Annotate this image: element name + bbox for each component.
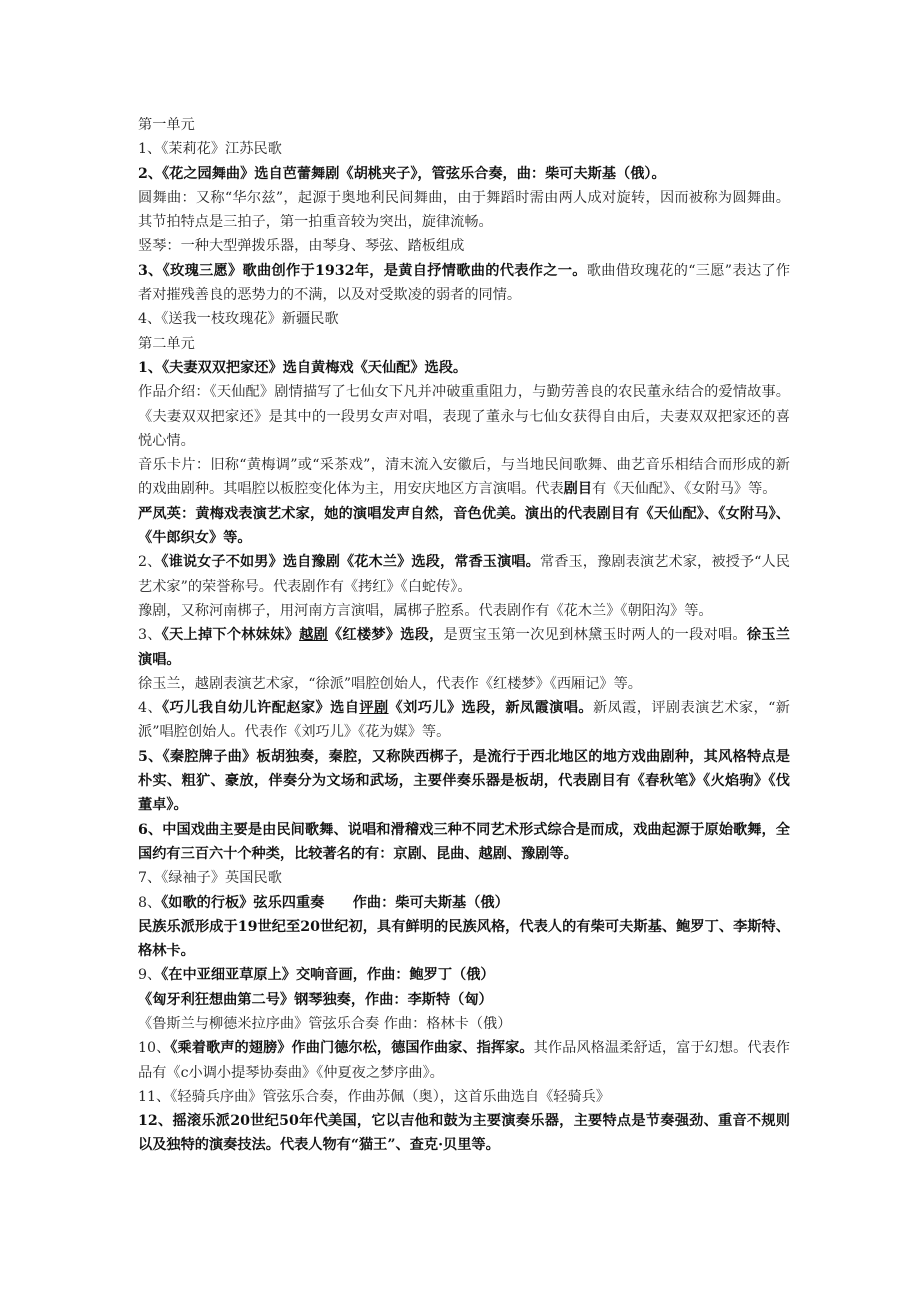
text-segment: 徐玉兰演唱。 xyxy=(138,627,790,668)
text-segment: 越剧 xyxy=(299,627,328,644)
text-line xyxy=(138,259,790,308)
text-segment: 10、 xyxy=(138,1040,171,1057)
text-segment: 音乐卡片：旧称“黄梅调”或“采茶戏”，清末流入安徽后，与当地民间歌舞、曲艺音乐相结合而形成的新的戏曲剧种。其唱腔以板腔变化体为主，用安庆地区方言演唱。代表 xyxy=(138,457,790,498)
text-segment: 3、《玫瑰三愿》歌曲创作于1932年，是黄自抒情歌曲的代表作之一。 xyxy=(138,262,587,279)
text-segment: 有《天仙配》、《女附马》等。 xyxy=(592,481,777,498)
text-segment: 歌曲借玫瑰花的“三愿”表达了作者对摧残善良的恶势力的不满，以及对受欺凌的弱者的同情。 xyxy=(138,262,791,304)
text-line: 豫剧，又称河南梆子，用河南方言演唱，属梆子腔系。代表剧作有《花木兰》《朝阳沟》等。 xyxy=(138,602,713,619)
text-line: 第二单元 xyxy=(138,335,195,352)
text-segment: 《乘着歌声的翅膀》作曲门德尔松，德国作曲家、指挥家。 xyxy=(170,1040,534,1057)
text-segment: 《刘巧儿》选段，新凤霞演唱。 xyxy=(388,700,593,717)
text-line: 12、摇滚乐派20世纪50年代美国，它以吉他和鼓为主要演奏乐器，主要特点是节奏强劲、重音不规则以及独特的演奏技法。代表人物有“猫王”、查克·贝里等。 xyxy=(138,1113,790,1154)
text-line: 7、《绿袖子》英国民歌 xyxy=(138,870,282,887)
text-line xyxy=(138,453,790,502)
text-segment: 剧目 xyxy=(563,481,593,498)
text-line: 严凤英：黄梅戏表演艺术家，她的演唱发声自然，音色优美。演出的代表剧目有《天仙配》、《女附马》、《牛郎织女》等。 xyxy=(138,505,790,547)
text-segment: 《如歌的行板》弦乐四重奏 作曲：柴可夫斯基（俄） xyxy=(161,894,509,911)
text-segment: 《巧儿我自幼儿许配赵家》选自 xyxy=(162,700,360,717)
text-line xyxy=(138,891,790,915)
text-line: 1、《茉莉花》江苏民歌 xyxy=(138,141,282,158)
text-line xyxy=(138,696,790,745)
text-segment: 常香玉，豫剧表演艺术家，被授予“人民艺术家”的荣誉称号。代表剧作有《拷红》《白蛇传》。 xyxy=(138,554,790,595)
text-segment: 8、 xyxy=(138,894,162,911)
text-segment: 评剧 xyxy=(359,700,389,717)
text-line: 4、《送我一枝玫瑰花》新疆民歌 xyxy=(138,311,339,328)
text-line: 5、《秦腔牌子曲》板胡独奏，秦腔，又称陕西梆子，是流行于西北地区的地方戏曲剧种，其风格特点是朴实、粗犷、豪放，伴奏分为文场和武场，主要伴奏乐器是板胡，代表剧目有《春秋笔》《火焰驹》《伐董卓》。 xyxy=(138,748,790,814)
text-line xyxy=(138,1036,790,1085)
text-line xyxy=(138,963,790,987)
text-segment: 其作品风格温柔舒适，富于幻想。代表作品有《c小调小提琴协奏曲》《仲夏夜之梦序曲》。 xyxy=(138,1040,790,1081)
text-line: 圆舞曲：又称“华尔兹”，起源于奥地利民间舞曲，由于舞蹈时需由两人成对旋转，因而被称为圆舞曲。其节拍特点是三拍子，第一拍重音较为突出，旋律流畅。 xyxy=(138,189,790,231)
text-line: 《鲁斯兰与柳德米拉序曲》管弦乐合奏 作曲：格林卡（俄） xyxy=(138,1015,512,1032)
text-line: 民族乐派形成于19世纪至20世纪初，具有鲜明的民族风格，代表人的有柴可夫斯基、鲍罗丁、李斯特、格林卡。 xyxy=(138,918,790,960)
text-line: 第一单元 xyxy=(138,117,195,133)
text-segment: 《红楼梦》选段， xyxy=(327,627,444,644)
text-line: 1、《夫妻双双把家还》选自黄梅戏《天仙配》选段。 xyxy=(138,359,468,376)
text-line: 6、中国戏曲主要是由民间歌舞、说唱和滑稽戏三种不同艺术形式综合是而成，戏曲起源于原始歌舞，全国约有三百六十个种类，比较著名的有：京剧、昆曲、越剧、豫剧等。 xyxy=(138,821,790,862)
text-segment: 《天上掉下个林妹妹》 xyxy=(161,627,300,644)
text-line: 2、《花之园舞曲》选自芭蕾舞剧《胡桃夹子》，管弦乐合奏，曲：柴可夫斯基（俄）。 xyxy=(138,165,666,182)
text-segment: 新凤霞，评剧表演艺术家，“新派”唱腔创始人。代表作《刘巧儿》《花为媒》等。 xyxy=(138,700,790,741)
text-line: 竖琴：一种大型弹拨乐器，由琴身、琴弦、踏板组成 xyxy=(138,238,465,255)
text-segment: 《在中亚细亚草原上》交响音画，作曲：鲍罗丁（俄） xyxy=(161,967,495,984)
text-segment: 3、 xyxy=(138,627,162,644)
text-segment: 4、 xyxy=(138,700,163,717)
text-segment: 2、 xyxy=(138,554,162,571)
text-line: 徐玉兰，越剧表演艺术家，“徐派”唱腔创始人，代表作《红楼梦》《西厢记》等。 xyxy=(138,675,642,692)
text-line xyxy=(138,550,790,599)
text-line: 11、《轻骑兵序曲》管弦乐合奏，作曲苏佩（奥），这首乐曲选自《轻骑兵》 xyxy=(138,1088,611,1105)
text-line: 作品介绍：《天仙配》剧情描写了七仙女下凡并冲破重重阻力，与勤劳善良的农民董永结合的爱情故事。《夫妻双双把家还》是其中的一段男女声对唱，表现了董永与七仙女获得自由后，夫妻双双把家还的喜悦心情。 xyxy=(138,384,790,449)
text-segment: 是贾宝玉第一次见到林黛玉时两人的一段对唱。 xyxy=(443,627,747,644)
text-line: 《匈牙利狂想曲第二号》钢琴独奏，作曲：李斯特（匈） xyxy=(138,991,493,1008)
text-segment: 《谁说女子不如男》选自豫剧《花木兰》选段，常香玉演唱。 xyxy=(161,554,540,571)
text-segment: 9、 xyxy=(138,967,162,984)
text-line xyxy=(138,623,790,672)
